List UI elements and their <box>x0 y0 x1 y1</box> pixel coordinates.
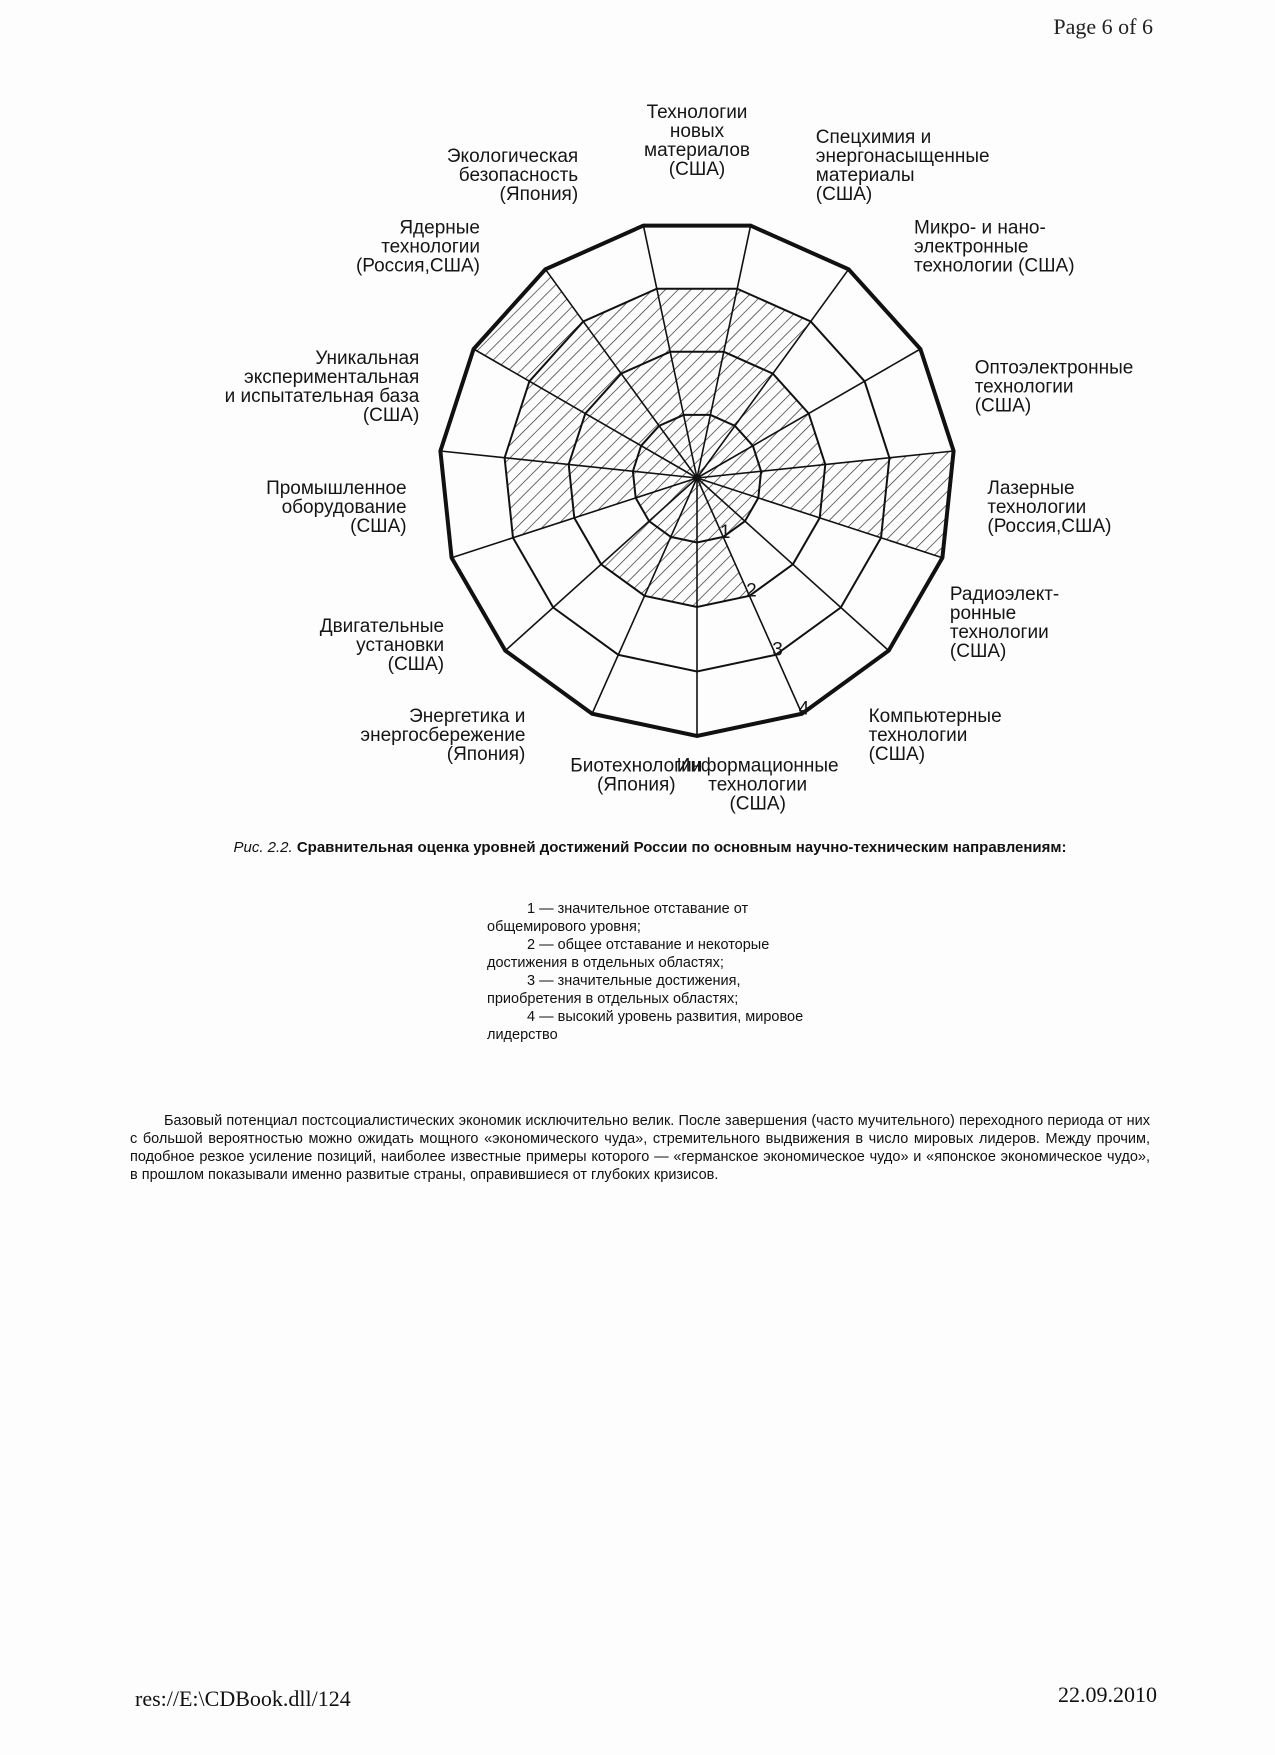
category-label: Промышленное оборудование (США) <box>266 478 407 537</box>
category-label: Ядерные технологии (Россия,США) <box>355 217 480 277</box>
figure-caption <box>210 838 1090 857</box>
category-label: Энергетика и энергосбережение (Япония) <box>360 706 526 766</box>
ring-level-label: 1 <box>719 521 731 543</box>
legend-item: 2 — общее отставание и некоторые достижения в отдельных областях; <box>487 937 770 971</box>
figure-caption-title: Сравнительная оценка уровней достижений России по основным научно-техническим направлениям: <box>296 839 1067 856</box>
category-label: Технологии новых материалов (США) <box>644 102 750 180</box>
figure-legend <box>487 900 807 1044</box>
category-label: Лазерные технологии (Россия,США) <box>987 478 1112 537</box>
page-number-header: Page 6 of 6 <box>1053 14 1153 39</box>
footer-source-url: res://E:\CDBook.dll/124 <box>135 1686 351 1711</box>
category-label: Биотехнологии (Япония) <box>570 755 703 796</box>
ring-level-label: 4 <box>798 698 810 720</box>
ring-level-label: 3 <box>772 639 783 661</box>
category-label: Компьютерные технологии (США) <box>868 706 1002 766</box>
figure-caption-prefix: Рис. 2.2. <box>233 839 293 856</box>
category-label: Экологическая безопасность (Япония) <box>446 146 579 206</box>
legend-item: 4 — высокий уровень развития, мировое лидерство <box>487 1009 804 1043</box>
body-paragraph: Базовый потенциал постсоциалистических экономик исключительно велик. После завершения (часто мучительного) переходного периода от них с большой вероятностью можно ожидать мощного «экономического чуда», стремительного выдвижения в число мировых лидеров. Между прочим, подобное резкое усиление позиций, наиболее известные примеры которого — «германское экономическое чудо» и «японское экономическое чудо», в прошлом показывали именно развитые страны, оправившиеся от глубоких кризисов. <box>130 1113 1150 1183</box>
category-label: Двигательные установки (США) <box>319 616 445 675</box>
footer-date: 22.09.2010 <box>1058 1682 1157 1707</box>
radar-chart-svg <box>0 0 1275 830</box>
radar-chart <box>0 0 1275 830</box>
category-label: Информационные технологии (США) <box>676 755 839 815</box>
category-label: Спецхимия и энергонасыщенные материалы (США) <box>815 127 990 206</box>
ring-level-label: 2 <box>746 580 757 602</box>
category-label: Уникальная экспериментальная и испытательная база (США) <box>224 347 420 426</box>
category-label: Оптоэлектронные технологии (США) <box>974 357 1134 417</box>
category-label: Радиоэлект-ронные технологии (США) <box>949 584 1060 662</box>
category-label: Микро- и нано-электронные технологии (США) <box>914 217 1075 277</box>
legend-item: 1 — значительное отставание от общемирового уровня; <box>487 901 749 935</box>
legend-item: 3 — значительные достижения, приобретения в отдельных областях; <box>487 973 741 1007</box>
